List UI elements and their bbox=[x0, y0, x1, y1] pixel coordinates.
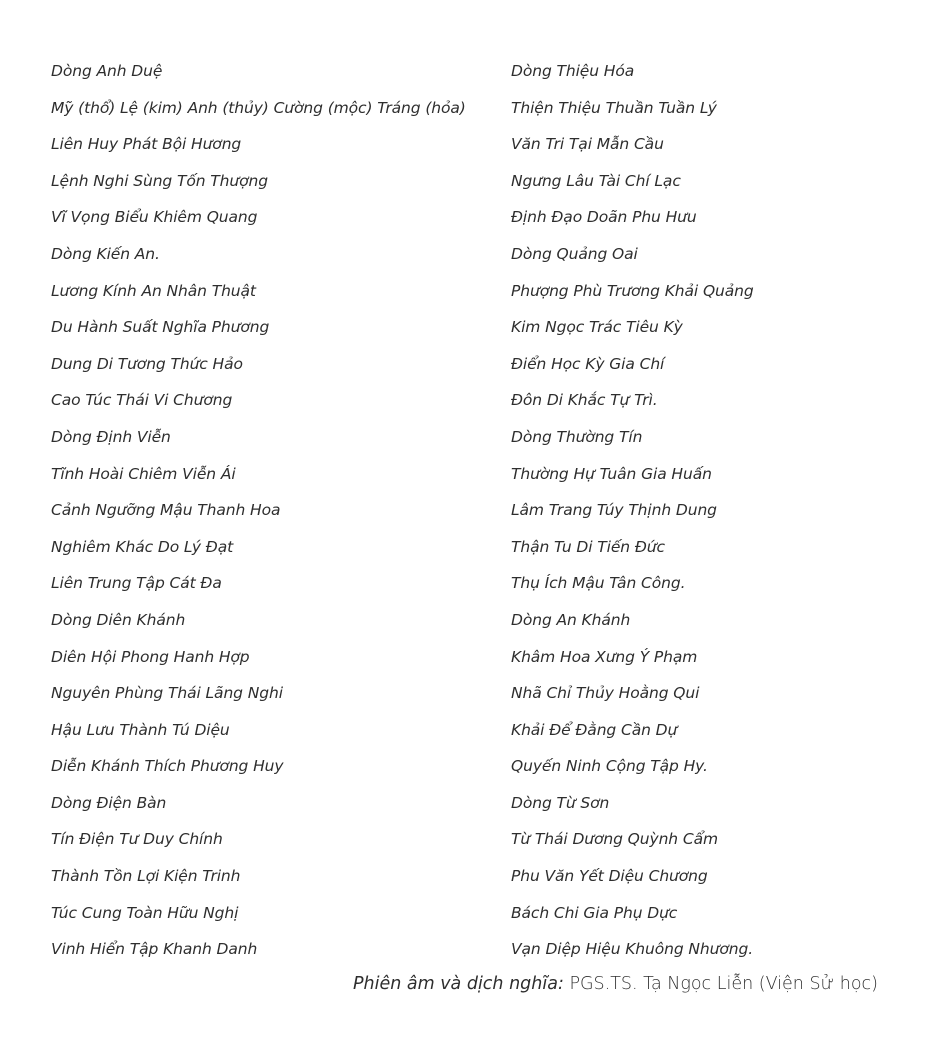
lineage-heading: Dòng Định Viễn bbox=[51, 427, 171, 446]
credit-label: Phiên âm và dịch nghĩa: bbox=[352, 974, 564, 994]
generation-name-line: Thành Tồn Lợi Kiện Trinh bbox=[51, 867, 241, 886]
translation-credit bbox=[353, 976, 878, 994]
generation-name-line: Quyến Ninh Cộng Tập Hy. bbox=[511, 757, 708, 776]
generation-name-line: Liên Huy Phát Bội Hương bbox=[51, 135, 242, 154]
generation-name-line: Liên Trung Tập Cát Đa bbox=[51, 574, 222, 593]
left-name-list bbox=[51, 64, 466, 979]
generation-name-line: Thiện Thiệu Thuần Tuần Lý bbox=[511, 98, 717, 117]
generation-name-line: Khải Để Đằng Cần Dự bbox=[511, 720, 678, 739]
generation-name-line: Bách Chi Gia Phụ Dực bbox=[511, 903, 678, 922]
generation-name-line: Từ Thái Dương Quỳnh Cẩm bbox=[511, 830, 718, 849]
generation-name-line: Túc Cung Toàn Hữu Nghị bbox=[51, 903, 239, 922]
generation-name-line: Lương Kính An Nhân Thuật bbox=[51, 281, 256, 300]
lineage-heading: Dòng Diên Khánh bbox=[51, 610, 186, 629]
lineage-heading: Dòng Từ Sơn bbox=[511, 793, 610, 812]
generation-name-line: Lâm Trang Túy Thịnh Dung bbox=[511, 501, 717, 520]
lineage-heading: Dòng Kiến An. bbox=[51, 244, 160, 263]
generation-name-line: Vinh Hiển Tập Khanh Danh bbox=[51, 940, 258, 959]
generation-name-line: Dung Di Tương Thức Hảo bbox=[51, 354, 243, 373]
generation-name-line: Đôn Di Khắc Tự Trì. bbox=[511, 391, 658, 410]
generation-name-line: Du Hành Suất Nghĩa Phương bbox=[51, 318, 270, 337]
generation-name-line: Cao Túc Thái Vi Chương bbox=[51, 391, 233, 410]
generation-name-line: Ngưng Lâu Tài Chí Lạc bbox=[511, 171, 681, 190]
generation-name-line: Vĩ Vọng Biểu Khiêm Quang bbox=[51, 208, 258, 227]
generation-name-line: Tín Điện Tư Duy Chính bbox=[51, 830, 223, 849]
generation-name-line: Thường Hự Tuân Gia Huấn bbox=[511, 464, 712, 483]
lineage-heading: Dòng Thường Tín bbox=[511, 427, 643, 446]
lineage-heading: Dòng Điện Bàn bbox=[51, 793, 167, 812]
generation-name-line: Định Đạo Doãn Phu Hưu bbox=[511, 208, 697, 227]
generation-name-line: Lệnh Nghi Sùng Tốn Thượng bbox=[51, 171, 268, 190]
generation-name-line: Tĩnh Hoài Chiêm Viễn Ái bbox=[51, 464, 236, 483]
generation-name-line: Thận Tu Di Tiến Đức bbox=[511, 537, 665, 556]
generation-name-line: Phượng Phù Trương Khải Quảng bbox=[511, 281, 754, 300]
lineage-heading: Dòng Anh Duệ bbox=[51, 62, 163, 80]
lineage-heading: Dòng Quảng Oai bbox=[511, 244, 638, 263]
generation-name-line: Hậu Lưu Thành Tú Diệu bbox=[51, 720, 230, 739]
generation-name-line: Diễn Khánh Thích Phương Huy bbox=[51, 757, 284, 776]
generation-name-line: Nguyên Phùng Thái Lãng Nghi bbox=[51, 684, 283, 703]
credit-author: PGS.TS. Tạ Ngọc Liễn (Viện Sử học) bbox=[563, 974, 878, 994]
generation-name-line: Diên Hội Phong Hanh Hợp bbox=[51, 647, 250, 666]
generation-name-line: Văn Tri Tại Mẫn Cầu bbox=[511, 135, 664, 154]
generation-name-line: Phu Văn Yết Diệu Chương bbox=[511, 867, 708, 886]
generation-name-line: Cảnh Ngưỡng Mậu Thanh Hoa bbox=[51, 501, 281, 520]
generation-name-line: Điển Học Kỳ Gia Chí bbox=[511, 354, 665, 373]
lineage-heading: Dòng Thiệu Hóa bbox=[511, 62, 635, 80]
lineage-heading: Dòng An Khánh bbox=[511, 610, 631, 629]
generation-name-line: Khâm Hoa Xưng Ý Phạm bbox=[511, 647, 698, 666]
generation-name-line: Nghiêm Khác Do Lý Đạt bbox=[51, 537, 234, 556]
generation-name-line: Vạn Diệp Hiệu Khuông Nhương. bbox=[511, 940, 754, 959]
generation-name-line: Mỹ (thổ) Lệ (kim) Anh (thủy) Cường (mộc) Tráng (hỏa) bbox=[51, 98, 466, 117]
generation-name-line: Thụ Ích Mậu Tân Công. bbox=[511, 574, 686, 593]
generation-name-line: Nhã Chỉ Thủy Hoằng Qui bbox=[511, 684, 700, 703]
right-name-list bbox=[511, 64, 754, 979]
generation-name-line: Kim Ngọc Trác Tiêu Kỳ bbox=[511, 318, 683, 337]
